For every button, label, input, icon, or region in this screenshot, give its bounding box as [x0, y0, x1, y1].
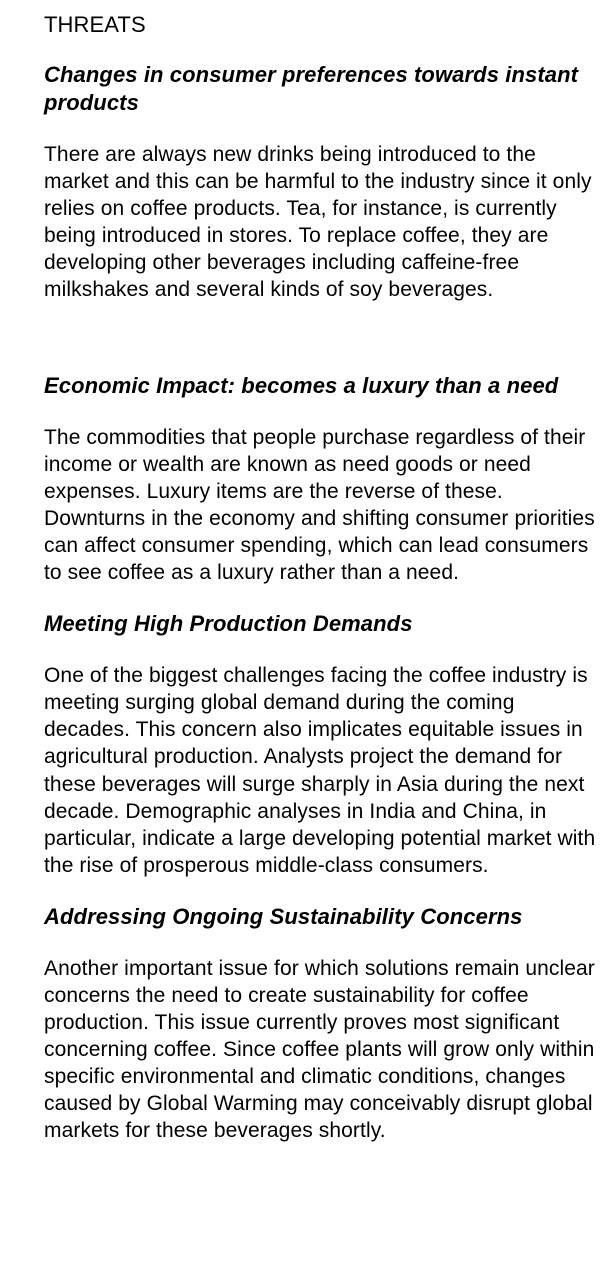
threat-text-4: Another important issue for which solutions remain unclear concerns the need to create sustainability for coffee production. This issue currently proves most significant concerning coffee. Since coffee plants will grow only within specific environmental and climatic conditions, changes caused by Global Warming may conceivably disrupt global markets for these beverages shortly.	[44, 956, 595, 1143]
threat-text-1: There are always new drinks being introduced to the market and this can be harmful to the industry since it only relies on coffee products. Tea, for instance, is currently being introduced in stores. To replace coffee, they are developing other beverages including caffeine-free milkshakes and several kinds of soy beverages.	[44, 143, 592, 302]
threat-item	[44, 372, 596, 587]
threat-heading-4: Addressing Ongoing Sustainability Concerns	[44, 903, 523, 929]
threat-item	[44, 610, 596, 879]
threat-heading-3: Meeting High Production Demands	[44, 611, 413, 637]
threat-heading-1: Changes in consumer preferences towards instant products	[44, 62, 579, 115]
threat-item	[44, 61, 596, 304]
bottom-fade	[0, 1246, 616, 1268]
threat-item	[44, 903, 596, 1145]
threat-text-2: The commodities that people purchase regardless of their income or wealth are known as need goods or need expenses. Luxury items are the reverse of these. Downturns in the economy and shifting consumer priorities can affect consumer spending, which can lead consumers to see coffee as a luxury rather than a need.	[44, 425, 595, 585]
threats-page	[44, 11, 596, 1145]
section-title: THREATS	[44, 12, 146, 37]
threat-text-3: One of the biggest challenges facing the coffee industry is meeting surging global demand during the coming decades. This concern also implicates equitable issues in agricultural production. Analysts project the demand for these beverages will surge sharply in Asia during the next decade. Demographic analyses in India and China, in particular, indicate a large developing potential market with the rise of prosperous middle-class consumers.	[44, 664, 596, 877]
threat-heading-2: Economic Impact: becomes a luxury than a need	[44, 372, 559, 398]
